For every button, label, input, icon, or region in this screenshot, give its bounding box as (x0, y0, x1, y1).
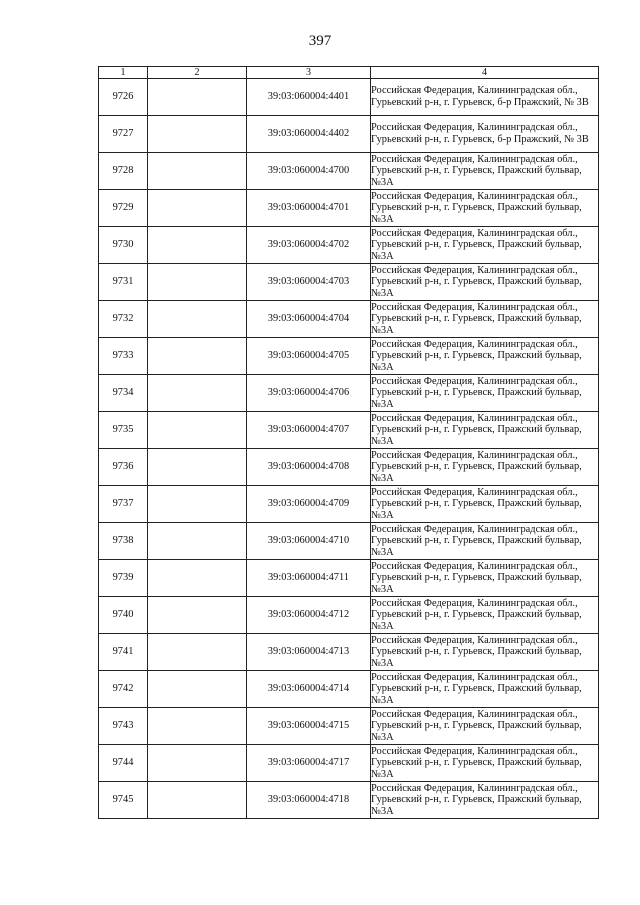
table-row (99, 412, 599, 449)
row-empty-cell (148, 708, 247, 745)
row-number-cell: 9728 (99, 153, 148, 190)
column-header-1: 1 (99, 67, 148, 79)
cadastral-number-cell: 39:03:060004:4702 (247, 227, 371, 264)
address-cell: Российская Федерация, Калининградская обл., Гурьевский р-н, г. Гурьевск, Пражский бульвар, №3А (371, 190, 599, 227)
address-cell: Российская Федерация, Калининградская обл., Гурьевский р-н, г. Гурьевск, Пражский бульвар, №3А (371, 301, 599, 338)
cadastral-number-cell: 39:03:060004:4714 (247, 671, 371, 708)
row-number-cell: 9739 (99, 560, 148, 597)
table-row (99, 523, 599, 560)
cadastral-number-cell: 39:03:060004:4704 (247, 301, 371, 338)
row-empty-cell (148, 412, 247, 449)
cadastral-number-cell: 39:03:060004:4712 (247, 597, 371, 634)
table-row (99, 708, 599, 745)
table-row (99, 671, 599, 708)
cadastral-number-cell: 39:03:060004:4706 (247, 375, 371, 412)
row-empty-cell (148, 745, 247, 782)
address-cell: Российская Федерация, Калининградская обл., Гурьевский р-н, г. Гурьевск, б-р Пражский, № 3В (371, 116, 599, 153)
address-cell: Российская Федерация, Калининградская обл., Гурьевский р-н, г. Гурьевск, Пражский бульвар, №3А (371, 449, 599, 486)
table-row (99, 264, 599, 301)
cadastral-number-cell: 39:03:060004:4709 (247, 486, 371, 523)
row-empty-cell (148, 523, 247, 560)
address-cell: Российская Федерация, Калининградская обл., Гурьевский р-н, г. Гурьевск, Пражский бульвар, №3А (371, 560, 599, 597)
row-empty-cell (148, 671, 247, 708)
column-header-2: 2 (148, 67, 247, 79)
row-number-cell: 9726 (99, 79, 148, 116)
cadastral-number-cell: 39:03:060004:4717 (247, 745, 371, 782)
address-cell: Российская Федерация, Калининградская обл., Гурьевский р-н, г. Гурьевск, Пражский бульвар, №3А (371, 375, 599, 412)
cadastral-number-cell: 39:03:060004:4718 (247, 782, 371, 819)
cadastral-number-cell: 39:03:060004:4715 (247, 708, 371, 745)
address-cell: Российская Федерация, Калининградская обл., Гурьевский р-н, г. Гурьевск, Пражский бульвар, №3А (371, 523, 599, 560)
column-header-3: 3 (247, 67, 371, 79)
row-number-cell: 9729 (99, 190, 148, 227)
row-number-cell: 9731 (99, 264, 148, 301)
address-cell: Российская Федерация, Калининградская обл., Гурьевский р-н, г. Гурьевск, Пражский бульвар, №3А (371, 338, 599, 375)
row-empty-cell (148, 486, 247, 523)
row-number-cell: 9734 (99, 375, 148, 412)
row-number-cell: 9727 (99, 116, 148, 153)
table-row (99, 227, 599, 264)
row-number-cell: 9740 (99, 597, 148, 634)
row-empty-cell (148, 264, 247, 301)
row-number-cell: 9744 (99, 745, 148, 782)
cadastral-number-cell: 39:03:060004:4701 (247, 190, 371, 227)
row-empty-cell (148, 190, 247, 227)
address-cell: Российская Федерация, Калининградская обл., Гурьевский р-н, г. Гурьевск, б-р Пражский, № 3В (371, 79, 599, 116)
row-empty-cell (148, 116, 247, 153)
address-cell: Российская Федерация, Калининградская обл., Гурьевский р-н, г. Гурьевск, Пражский бульвар, №3А (371, 597, 599, 634)
row-empty-cell (148, 153, 247, 190)
cadastral-number-cell: 39:03:060004:4707 (247, 412, 371, 449)
address-cell: Российская Федерация, Калининградская обл., Гурьевский р-н, г. Гурьевск, Пражский бульвар, №3А (371, 486, 599, 523)
cadastral-number-cell: 39:03:060004:4700 (247, 153, 371, 190)
address-cell: Российская Федерация, Калининградская обл., Гурьевский р-н, г. Гурьевск, Пражский бульвар, №3А (371, 412, 599, 449)
row-empty-cell (148, 560, 247, 597)
cadastral-number-cell: 39:03:060004:4711 (247, 560, 371, 597)
address-cell: Российская Федерация, Калининградская обл., Гурьевский р-н, г. Гурьевск, Пражский бульвар, №3А (371, 782, 599, 819)
row-empty-cell (148, 227, 247, 264)
row-empty-cell (148, 782, 247, 819)
table-row (99, 560, 599, 597)
table-row (99, 597, 599, 634)
cadastral-number-cell: 39:03:060004:4713 (247, 634, 371, 671)
table-row (99, 449, 599, 486)
table-row (99, 486, 599, 523)
table-row (99, 301, 599, 338)
cadastral-number-cell: 39:03:060004:4402 (247, 116, 371, 153)
table-header (99, 67, 599, 79)
table-row (99, 375, 599, 412)
table-row (99, 338, 599, 375)
address-cell: Российская Федерация, Калининградская обл., Гурьевский р-н, г. Гурьевск, Пражский бульвар, №3А (371, 708, 599, 745)
table-row (99, 634, 599, 671)
row-number-cell: 9730 (99, 227, 148, 264)
row-empty-cell (148, 338, 247, 375)
table-row (99, 116, 599, 153)
row-number-cell: 9741 (99, 634, 148, 671)
row-number-cell: 9735 (99, 412, 148, 449)
cadastral-number-cell: 39:03:060004:4710 (247, 523, 371, 560)
row-number-cell: 9737 (99, 486, 148, 523)
table-body (99, 79, 599, 819)
row-number-cell: 9743 (99, 708, 148, 745)
cadastral-number-cell: 39:03:060004:4401 (247, 79, 371, 116)
table-row (99, 745, 599, 782)
registry-table (98, 66, 599, 819)
table-row (99, 190, 599, 227)
table-row (99, 79, 599, 116)
address-cell: Российская Федерация, Калининградская обл., Гурьевский р-н, г. Гурьевск, Пражский бульвар, №3А (371, 634, 599, 671)
address-cell: Российская Федерация, Калининградская обл., Гурьевский р-н, г. Гурьевск, Пражский бульвар, №3А (371, 227, 599, 264)
row-number-cell: 9745 (99, 782, 148, 819)
cadastral-number-cell: 39:03:060004:4708 (247, 449, 371, 486)
cadastral-number-cell: 39:03:060004:4705 (247, 338, 371, 375)
table-row (99, 153, 599, 190)
row-empty-cell (148, 597, 247, 634)
row-number-cell: 9732 (99, 301, 148, 338)
row-empty-cell (148, 449, 247, 486)
cadastral-number-cell: 39:03:060004:4703 (247, 264, 371, 301)
row-number-cell: 9742 (99, 671, 148, 708)
address-cell: Российская Федерация, Калининградская обл., Гурьевский р-н, г. Гурьевск, Пражский бульвар, №3А (371, 264, 599, 301)
row-empty-cell (148, 79, 247, 116)
row-number-cell: 9738 (99, 523, 148, 560)
column-header-4: 4 (371, 67, 599, 79)
row-empty-cell (148, 634, 247, 671)
table-row (99, 782, 599, 819)
address-cell: Российская Федерация, Калининградская обл., Гурьевский р-н, г. Гурьевск, Пражский бульвар, №3А (371, 153, 599, 190)
address-cell: Российская Федерация, Калининградская обл., Гурьевский р-н, г. Гурьевск, Пражский бульвар, №3А (371, 671, 599, 708)
row-number-cell: 9736 (99, 449, 148, 486)
page-number: 397 (308, 33, 332, 49)
address-cell: Российская Федерация, Калининградская обл., Гурьевский р-н, г. Гурьевск, Пражский бульвар, №3А (371, 745, 599, 782)
row-empty-cell (148, 301, 247, 338)
row-empty-cell (148, 375, 247, 412)
row-number-cell: 9733 (99, 338, 148, 375)
